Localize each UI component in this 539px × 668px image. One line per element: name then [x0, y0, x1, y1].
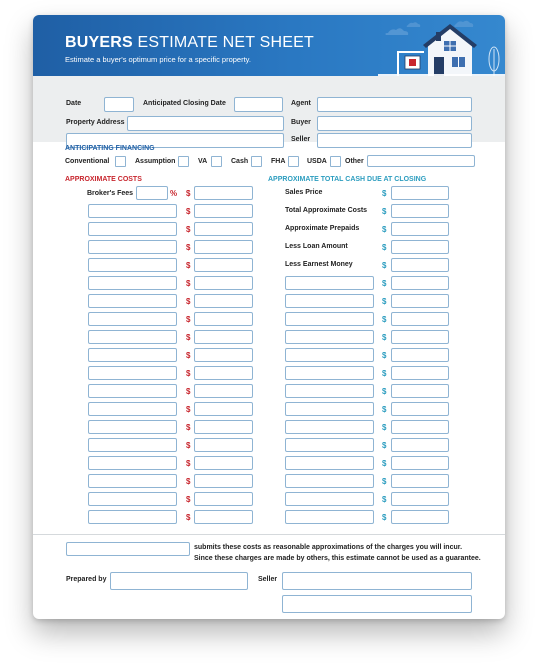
cash-due-item-name-field[interactable] — [285, 492, 374, 506]
cost-item-amount-field[interactable] — [194, 258, 253, 272]
cash-due-amount-field[interactable] — [391, 186, 449, 200]
cash-due-item-name-field[interactable] — [285, 348, 374, 362]
conventional-checkbox[interactable] — [115, 156, 126, 167]
option-conventional-label: Conventional — [65, 158, 110, 165]
house-illustration-icon — [378, 19, 505, 76]
dollar-symbol: $ — [382, 261, 387, 270]
cash-due-amount-field[interactable] — [391, 348, 449, 362]
sheet-subtitle: Estimate a buyer's optimum price for a specific property. — [65, 55, 251, 64]
dollar-symbol: $ — [186, 225, 191, 234]
cost-item-amount-field[interactable] — [194, 402, 253, 416]
cash-due-amount-field[interactable] — [391, 366, 449, 380]
prepared-by-label: Prepared by — [66, 576, 107, 583]
agent-label: Agent — [291, 100, 311, 107]
cost-item-name-field[interactable] — [88, 312, 177, 326]
usda-checkbox[interactable] — [330, 156, 341, 167]
cost-item-name-field[interactable] — [88, 384, 177, 398]
dollar-symbol: $ — [186, 513, 191, 522]
cost-item-name-field[interactable] — [88, 474, 177, 488]
cost-item-amount-field[interactable] — [194, 294, 253, 308]
dollar-symbol: $ — [382, 495, 387, 504]
dollar-symbol: $ — [382, 189, 387, 198]
cash-checkbox[interactable] — [251, 156, 262, 167]
date-field[interactable] — [104, 97, 134, 112]
property-info-panel — [33, 76, 505, 142]
cash-due-item-name-field[interactable] — [285, 510, 374, 524]
cost-item-amount-field[interactable] — [194, 456, 253, 470]
cash-due-row-label: Sales Price — [285, 189, 323, 196]
cash-due-amount-field[interactable] — [391, 456, 449, 470]
dollar-symbol: $ — [382, 333, 387, 342]
cost-item-name-field[interactable] — [88, 456, 177, 470]
cost-item-amount-field[interactable] — [194, 348, 253, 362]
cash-due-amount-field[interactable] — [391, 294, 449, 308]
cash-due-amount-field[interactable] — [391, 384, 449, 398]
disclaimer-line-2: Since these charges are made by others, this estimate cannot be used as a guarantee. — [194, 555, 481, 562]
cash-due-title: APPROXIMATE TOTAL CASH DUE AT CLOSING — [268, 176, 427, 183]
dollar-symbol: $ — [186, 261, 191, 270]
cash-due-amount-field[interactable] — [391, 420, 449, 434]
dollar-symbol: $ — [382, 315, 387, 324]
cash-due-item-name-field[interactable] — [285, 456, 374, 470]
dollar-symbol: $ — [186, 333, 191, 342]
seller-label: Seller — [291, 136, 311, 143]
footer-seller-field-2[interactable] — [282, 595, 472, 613]
dollar-symbol: $ — [186, 315, 191, 324]
title-rest: ESTIMATE NET SHEET — [137, 34, 314, 51]
cost-item-name-field[interactable] — [88, 330, 177, 344]
cash-due-row-label: Less Earnest Money — [285, 261, 353, 268]
cash-due-amount-field[interactable] — [391, 402, 449, 416]
cash-due-row-label: Approximate Prepaids — [285, 225, 360, 232]
cost-item-amount-field[interactable] — [194, 510, 253, 524]
dollar-symbol: $ — [382, 351, 387, 360]
header-banner — [33, 15, 505, 76]
percent-symbol: % — [170, 189, 178, 198]
cost-item-amount-field[interactable] — [194, 222, 253, 236]
cash-due-row-label: Less Loan Amount — [285, 243, 348, 250]
dollar-symbol: $ — [186, 387, 191, 396]
cost-item-amount-field[interactable] — [194, 276, 253, 290]
cost-item-name-field[interactable] — [88, 276, 177, 290]
footer-seller-label: Seller — [258, 576, 278, 583]
dollar-symbol: $ — [186, 279, 191, 288]
dollar-symbol: $ — [186, 189, 191, 198]
dollar-symbol: $ — [382, 387, 387, 396]
cash-due-amount-field[interactable] — [391, 204, 449, 218]
dollar-symbol: $ — [382, 243, 387, 252]
dollar-symbol: $ — [382, 477, 387, 486]
brokers-fees-amount-field[interactable] — [194, 186, 253, 200]
cost-item-amount-field[interactable] — [194, 420, 253, 434]
cash-due-amount-field[interactable] — [391, 438, 449, 452]
cash-due-item-name-field[interactable] — [285, 420, 374, 434]
company-name-field[interactable] — [66, 542, 190, 556]
cost-item-name-field[interactable] — [88, 420, 177, 434]
closing-date-field[interactable] — [234, 97, 283, 112]
cost-item-amount-field[interactable] — [194, 240, 253, 254]
approximate-costs-title: APPROXIMATE COSTS — [65, 176, 142, 183]
cost-item-amount-field[interactable] — [194, 492, 253, 506]
closing-date-label: Anticipated Closing Date — [143, 100, 226, 107]
cost-item-name-field[interactable] — [88, 402, 177, 416]
cost-item-name-field[interactable] — [88, 294, 177, 308]
option-va-label: VA — [198, 158, 208, 165]
dollar-symbol: $ — [382, 459, 387, 468]
dollar-symbol: $ — [382, 423, 387, 432]
cash-due-item-name-field[interactable] — [285, 312, 374, 326]
option-usda-label: USDA — [307, 158, 327, 165]
footer-divider — [33, 534, 505, 535]
cash-due-item-name-field[interactable] — [285, 384, 374, 398]
sheet-title — [65, 34, 314, 52]
option-cash-label: Cash — [231, 158, 249, 165]
cash-due-amount-field[interactable] — [391, 276, 449, 290]
dollar-symbol: $ — [186, 441, 191, 450]
option-other-label: Other — [345, 158, 364, 165]
buyer-field[interactable] — [317, 116, 472, 131]
dollar-symbol: $ — [186, 369, 191, 378]
cost-item-name-field[interactable] — [88, 492, 177, 506]
cash-due-item-name-field[interactable] — [285, 276, 374, 290]
cost-item-amount-field[interactable] — [194, 384, 253, 398]
cost-item-amount-field[interactable] — [194, 366, 253, 380]
date-label: Date — [66, 100, 82, 107]
dollar-symbol: $ — [186, 297, 191, 306]
agent-field[interactable] — [317, 97, 472, 112]
cost-item-amount-field[interactable] — [194, 474, 253, 488]
option-assumption-label: Assumption — [135, 158, 176, 165]
option-fha-label: FHA — [271, 158, 286, 165]
cash-due-row-label: Total Approximate Costs — [285, 207, 368, 214]
cash-due-amount-field[interactable] — [391, 330, 449, 344]
dollar-symbol: $ — [186, 495, 191, 504]
cash-due-amount-field[interactable] — [391, 474, 449, 488]
dollar-symbol: $ — [186, 207, 191, 216]
dollar-symbol: $ — [382, 405, 387, 414]
cost-item-amount-field[interactable] — [194, 204, 253, 218]
dollar-symbol: $ — [382, 441, 387, 450]
cash-due-amount-field[interactable] — [391, 510, 449, 524]
dollar-symbol: $ — [186, 477, 191, 486]
dollar-symbol: $ — [186, 351, 191, 360]
property-address-field[interactable] — [127, 116, 284, 131]
cash-due-item-name-field[interactable] — [285, 330, 374, 344]
buyer-label: Buyer — [291, 119, 311, 126]
dollar-symbol: $ — [382, 225, 387, 234]
cost-item-name-field[interactable] — [88, 258, 177, 272]
other-financing-field[interactable] — [367, 155, 475, 167]
net-sheet-document — [33, 15, 505, 619]
dollar-symbol: $ — [382, 297, 387, 306]
brokers-fees-percent-field[interactable] — [136, 186, 168, 200]
brokers-fees-label: Broker's Fees — [87, 190, 134, 197]
dollar-symbol: $ — [382, 279, 387, 288]
property-address-label: Property Address — [66, 119, 125, 126]
dollar-symbol: $ — [186, 459, 191, 468]
cash-due-item-name-field[interactable] — [285, 438, 374, 452]
cash-due-item-name-field[interactable] — [285, 366, 374, 380]
dollar-symbol: $ — [382, 369, 387, 378]
fha-checkbox[interactable] — [288, 156, 299, 167]
disclaimer-line-1: submits these costs as reasonable approximations of the charges you will incur. — [194, 544, 463, 551]
cost-item-name-field[interactable] — [88, 222, 177, 236]
dollar-symbol: $ — [382, 513, 387, 522]
cost-item-amount-field[interactable] — [194, 438, 253, 452]
cost-item-name-field[interactable] — [88, 510, 177, 524]
cash-due-amount-field[interactable] — [391, 492, 449, 506]
cost-item-amount-field[interactable] — [194, 330, 253, 344]
footer-seller-field[interactable] — [282, 572, 472, 590]
cost-item-name-field[interactable] — [88, 366, 177, 380]
cash-due-item-name-field[interactable] — [285, 294, 374, 308]
cost-item-name-field[interactable] — [88, 348, 177, 362]
cash-due-amount-field[interactable] — [391, 312, 449, 326]
cash-due-item-name-field[interactable] — [285, 474, 374, 488]
dollar-symbol: $ — [382, 207, 387, 216]
dollar-symbol: $ — [186, 405, 191, 414]
dollar-symbol: $ — [186, 243, 191, 252]
cost-item-name-field[interactable] — [88, 240, 177, 254]
cost-item-name-field[interactable] — [88, 438, 177, 452]
cost-item-amount-field[interactable] — [194, 312, 253, 326]
assumption-checkbox[interactable] — [178, 156, 189, 167]
cash-due-amount-field[interactable] — [391, 240, 449, 254]
cost-item-name-field[interactable] — [88, 204, 177, 218]
cash-due-item-name-field[interactable] — [285, 402, 374, 416]
dollar-symbol: $ — [186, 423, 191, 432]
va-checkbox[interactable] — [211, 156, 222, 167]
cash-due-amount-field[interactable] — [391, 222, 449, 236]
financing-title: ANTICIPATING FINANCING — [65, 145, 155, 152]
title-bold: BUYERS — [65, 34, 133, 51]
cash-due-amount-field[interactable] — [391, 258, 449, 272]
seller-field[interactable] — [317, 133, 472, 148]
prepared-by-field[interactable] — [110, 572, 248, 590]
